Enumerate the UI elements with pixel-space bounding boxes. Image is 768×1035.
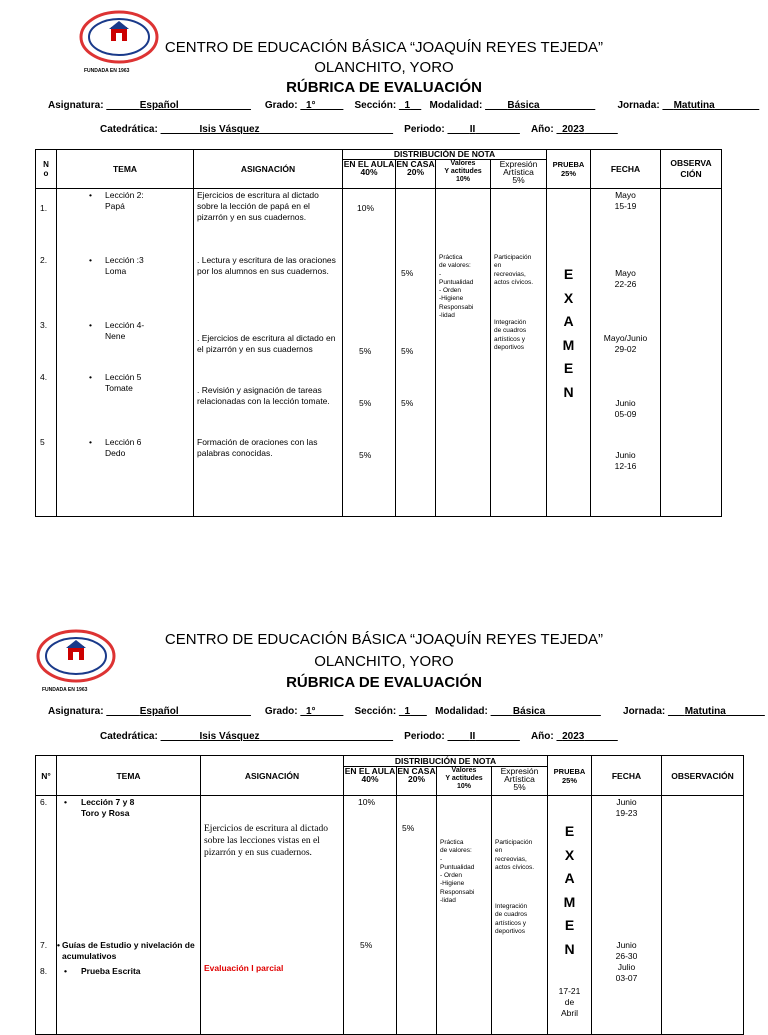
asignacion-item: . Revisión y asignación de tareas relacionadas con la lección tomate. — [197, 385, 330, 406]
school-name: CENTRO DE EDUCACIÓN BÁSICA “JOAQUÍN REYES TEJEDA” — [164, 39, 604, 56]
row-no: 3. — [40, 320, 48, 330]
asignacion-item: Ejercicios de escritura al dictado sobre las lecciones vistas en el pizarrón y en sus cuadernos. — [204, 824, 328, 858]
fecha-value: Mayo 22-26 — [614, 268, 637, 289]
tema-item: Prueba Escrita — [81, 966, 141, 976]
rubric-table-1 — [35, 149, 722, 517]
col-observacion-body — [661, 189, 722, 517]
casa-value: 5% — [401, 346, 414, 356]
asignacion-item: . Lectura y escritura de las oraciones por los alumnos en sus cuadernos. — [197, 255, 336, 276]
info-line-2: Catedrática: _______Isis Vásquez________________________ Periodo: ____II________ Año: _2023______ — [100, 731, 618, 742]
header-no: N° — [36, 756, 57, 796]
row-no: 4. — [40, 372, 48, 382]
header-observacion: OBSERVA CIÓN — [661, 150, 722, 189]
tema-bullet: • — [57, 940, 60, 950]
col-no-body — [36, 796, 57, 1035]
header-no: N o — [36, 150, 57, 189]
col-casa-body — [397, 796, 437, 1035]
col-asignacion-body — [194, 189, 343, 517]
school-city: OLANCHITO, YORO — [314, 59, 454, 76]
fecha-value: Junio 19-23 — [615, 797, 638, 818]
header-en-casa: EN CASA 20% — [397, 767, 437, 796]
header-en-aula: EN EL AULA 40% — [344, 767, 397, 796]
col-fecha-body — [592, 796, 662, 1035]
col-casa-body — [396, 189, 436, 517]
header-expresion: Expresión Artística 5% — [492, 767, 548, 796]
col-no-body — [36, 189, 57, 517]
col-expresion-body — [491, 189, 547, 517]
aula-value: 10% — [358, 797, 376, 807]
casa-value: 5% — [401, 398, 414, 408]
row-no: 6. — [40, 797, 48, 807]
asignacion-item: Evaluación I parcial — [204, 963, 284, 973]
exam-letters — [548, 820, 591, 961]
header-en-aula: EN EL AULA 40% — [343, 160, 396, 189]
aula-value: 5% — [359, 346, 372, 356]
col-aula-body — [343, 189, 396, 517]
col-tema-body — [57, 796, 201, 1035]
header-valores: Valores Y actitudes 10% — [437, 767, 492, 796]
tema-bullet: • — [89, 190, 92, 200]
expresion-text-1: Participación en recreovias, actos cívicos. — [494, 254, 534, 286]
exam-letter: N — [563, 383, 574, 400]
aula-value: 5% — [359, 398, 372, 408]
header-distribucion: DISTRIBUCIÓN DE NOTA — [343, 150, 547, 160]
tema-bullet: • — [89, 437, 92, 447]
fecha-value: Junio 05-09 — [614, 398, 637, 419]
header-distribucion: DISTRIBUCIÓN DE NOTA — [344, 756, 548, 767]
exam-letter: A — [564, 870, 575, 886]
exam-letter: M — [562, 336, 575, 353]
tema-item: Lección 2: Papá — [105, 190, 144, 211]
rubric-table-2 — [35, 755, 744, 1035]
casa-value: 5% — [401, 268, 414, 278]
expresion-text-2: Integración de cuadros artísticos y deportivos — [494, 319, 527, 351]
header-prueba: PRUEBA 25% — [547, 150, 591, 189]
tema-bullet: • — [89, 372, 92, 382]
header-asignacion: ASIGNACIÓN — [194, 150, 343, 189]
tema-item: Lección 7 y 8 Toro y Rosa — [81, 797, 135, 818]
header-observacion: OBSERVACIÓN — [662, 756, 744, 796]
info-line-1: Asignatura: ______Español_____________ Grado: _1°_____ Sección: _1__ Modalidad: ____Básica__________ Jornada: __Matutina________ — [48, 100, 760, 111]
header-tema: TEMA — [57, 756, 201, 796]
casa-value: 5% — [402, 823, 415, 833]
fecha-value: Junio 12-16 — [614, 450, 637, 471]
col-expresion-body — [492, 796, 548, 1035]
asignacion-item: Ejercicios de escritura al dictado sobre la lección de papá en el pizarrón y en sus cuadernos. — [197, 190, 319, 222]
header-tema: TEMA — [57, 150, 194, 189]
tema-bullet: • — [64, 966, 67, 976]
header-fecha: FECHA — [591, 150, 661, 189]
valores-text: Práctica de valores: - Puntualidad - Orden -Higiene Responsabi -lidad — [440, 839, 475, 905]
header-fecha: FECHA — [592, 756, 662, 796]
header-valores: Valores Y actitudes 10% — [436, 160, 491, 189]
exam-letter: E — [564, 823, 575, 839]
expresion-text-2: Integración de cuadros artísticos y deportivos — [495, 903, 528, 935]
tema-item: Lección :3 Loma — [105, 255, 144, 276]
prueba-fecha: 17-21 de Abril — [558, 986, 581, 1018]
header-en-casa: EN CASA 20% — [396, 160, 436, 189]
tema-item: Lección 5 Tomate — [105, 372, 142, 393]
document-title: RÚBRICA DE EVALUACIÓN — [286, 674, 482, 691]
tema-item: Lección 4- Nene — [105, 320, 145, 341]
exam-letter: X — [563, 289, 574, 306]
exam-letter: M — [563, 893, 576, 910]
exam-letter: E — [563, 266, 574, 282]
exam-letter: A — [563, 313, 574, 329]
tema-item: Lección 6 Dedo — [105, 437, 142, 458]
tema-bullet: • — [64, 797, 67, 807]
info-line-1: Asignatura: ______Español_____________ Grado: _1°_____ Sección: _1___ Modalidad: ____Básica__________ Jornada: ___Matutina_______ — [48, 706, 765, 717]
logo-caption: FUNDADA EN 1963 — [42, 687, 88, 693]
header-expresion: Expresión Artística 5% — [491, 160, 547, 189]
info-line-2: Catedrática: _______Isis Vásquez________________________ Periodo: ____II________ Año: _2023______ — [100, 124, 618, 135]
header-asignacion: ASIGNACIÓN — [201, 756, 344, 796]
school-city: OLANCHITO, YORO — [314, 653, 454, 670]
row-no: 1. — [40, 203, 48, 213]
exam-letter: X — [564, 846, 575, 863]
asignacion-item: . Ejercicios de escritura al dictado en el pizarrón y en sus cuadernos — [197, 333, 336, 354]
expresion-text-1: Participación en recreovias, actos cívicos. — [495, 839, 535, 871]
col-valores-body — [437, 796, 492, 1035]
tema-item: Guías de Estudio y nivelación de acumulativos — [62, 940, 195, 961]
col-observacion-body — [662, 796, 744, 1035]
header-prueba: PRUEBA 25% — [548, 756, 592, 796]
row-no: 8. — [40, 966, 48, 976]
row-no: 2. — [40, 255, 48, 265]
aula-value: 10% — [357, 203, 375, 213]
aula-value: 5% — [360, 940, 373, 950]
row-no: 5 — [40, 437, 45, 447]
exam-letter: E — [564, 917, 575, 933]
document-title: RÚBRICA DE EVALUACIÓN — [286, 79, 482, 96]
exam-letter: N — [564, 940, 575, 957]
col-asignacion-body — [201, 796, 344, 1035]
tema-bullet: • — [89, 255, 92, 265]
tema-bullet: • — [89, 320, 92, 330]
col-prueba-body — [547, 189, 591, 517]
exam-letters — [547, 263, 590, 404]
fecha-value: Mayo/Junio 29-02 — [603, 333, 648, 354]
col-aula-body — [344, 796, 397, 1035]
logo-caption: FUNDADA EN 1963 — [84, 68, 130, 74]
col-fecha-body — [591, 189, 661, 517]
school-name: CENTRO DE EDUCACIÓN BÁSICA “JOAQUÍN REYES TEJEDA” — [164, 631, 604, 648]
aula-value: 5% — [359, 450, 372, 460]
col-valores-body — [436, 189, 491, 517]
fecha-value: Mayo 15-19 — [614, 190, 637, 211]
asignacion-item: Formación de oraciones con las palabras conocidas. — [197, 437, 318, 458]
valores-text: Práctica de valores: - Puntualidad - Orden -Higiene Responsabi -lidad — [439, 254, 474, 320]
row-no: 7. — [40, 940, 48, 950]
fecha-value: Junio 26-30 Julio 03-07 — [615, 940, 638, 983]
exam-letter: E — [563, 360, 574, 376]
col-prueba-body — [548, 796, 592, 1035]
col-tema-body — [57, 189, 194, 517]
